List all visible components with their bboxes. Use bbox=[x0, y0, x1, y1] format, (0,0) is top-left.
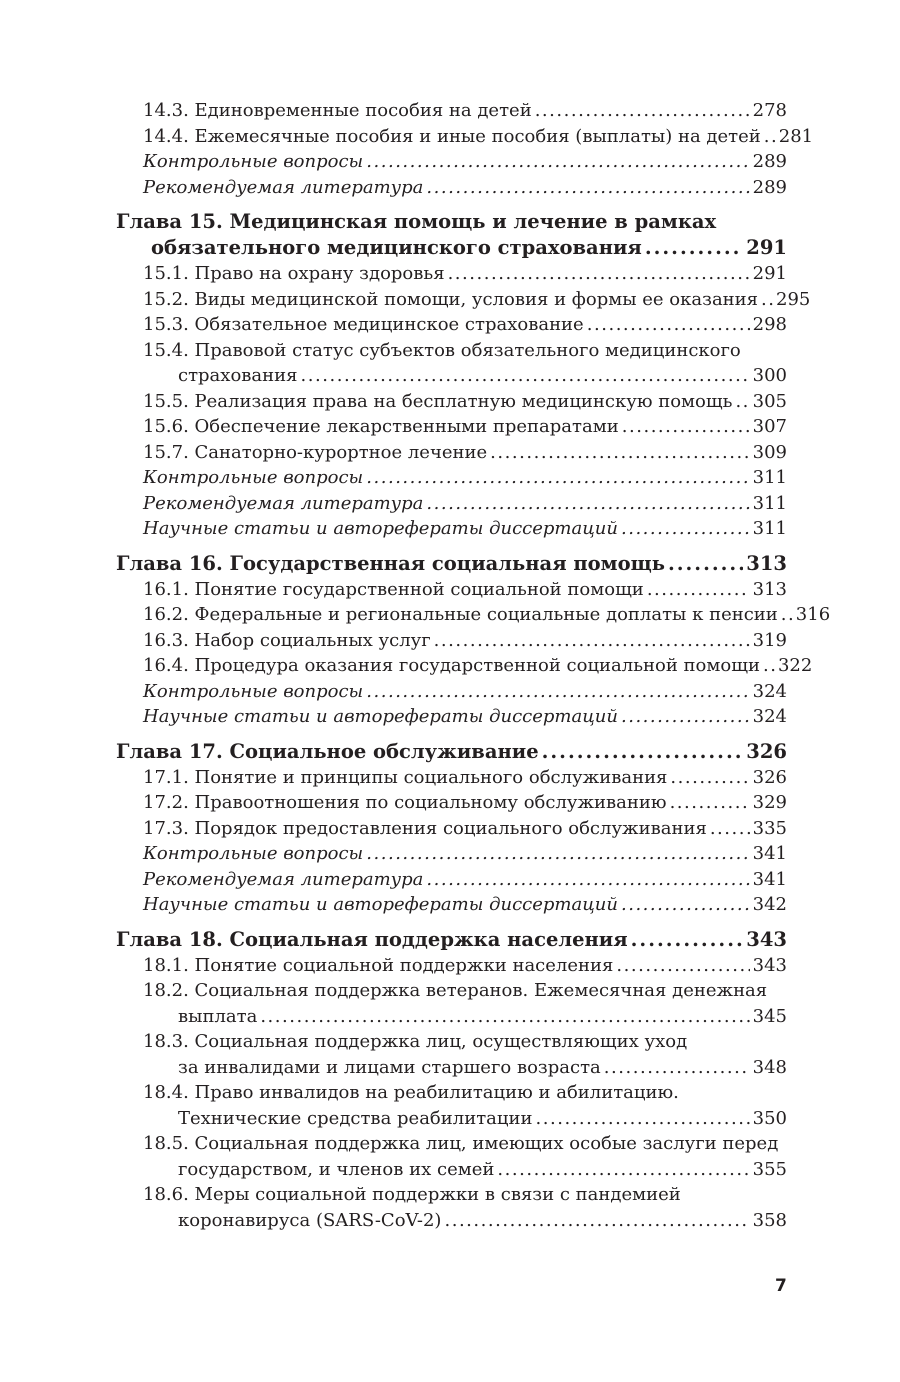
toc-entry-page-number: 358 bbox=[752, 1209, 787, 1231]
toc-entry-leader-line bbox=[143, 287, 811, 313]
toc-entry-page-number: 326 bbox=[746, 739, 787, 763]
toc-entry-page-number: 350 bbox=[752, 1107, 787, 1129]
toc-entry-leader-line bbox=[116, 927, 787, 953]
toc-section-entry[interactable] bbox=[116, 414, 787, 440]
toc-entry-title: обязательного медицинского страхования bbox=[151, 236, 642, 259]
toc-entry-page-number: 342 bbox=[752, 894, 787, 915]
table-of-contents bbox=[116, 98, 831, 1233]
toc-section-entry[interactable] bbox=[116, 1131, 787, 1182]
toc-section-entry[interactable] bbox=[116, 389, 787, 415]
toc-section-entry[interactable] bbox=[116, 704, 787, 730]
toc-entry-page-number: 295 bbox=[776, 288, 811, 310]
toc-entry-leader-line bbox=[143, 765, 787, 791]
toc-entry-title: 15.6. Обеспечение лекарственными препаратами bbox=[143, 416, 619, 437]
toc-entry-page-number: 329 bbox=[752, 792, 787, 813]
toc-section-entry[interactable] bbox=[116, 98, 787, 124]
toc-entry-title: 18.1. Понятие социальной поддержки населения bbox=[143, 954, 614, 976]
toc-entry-page-number: 311 bbox=[752, 492, 787, 514]
toc-entry-page-number: 300 bbox=[752, 365, 787, 386]
toc-entry-title-first-line: Глава 15. Медицинская помощь и лечение в рамках bbox=[116, 210, 717, 233]
toc-section-entry[interactable] bbox=[116, 440, 787, 466]
toc-entry-leader-line bbox=[143, 653, 813, 679]
toc-entry-page-number: 343 bbox=[746, 927, 787, 951]
toc-entry-title: 16.2. Федеральные и региональные социальные доплаты к пенсии bbox=[143, 604, 778, 625]
toc-entry-leader-line bbox=[143, 679, 787, 705]
toc-entry-title: Контрольные вопросы bbox=[143, 151, 364, 172]
toc-entry-page-number: 313 bbox=[746, 551, 787, 575]
toc-entry-leader-line bbox=[143, 440, 787, 466]
dot-leader bbox=[668, 551, 743, 577]
toc-entry-page-number: 311 bbox=[752, 518, 787, 539]
toc-entry-page-number: 298 bbox=[752, 314, 787, 335]
toc-entry-title: 15.7. Санаторно-курортное лечение bbox=[143, 441, 488, 463]
dot-leader bbox=[260, 1004, 749, 1030]
toc-section-entry[interactable] bbox=[116, 149, 787, 175]
toc-entry-leader-line bbox=[143, 98, 787, 124]
page-number: 7 bbox=[775, 1276, 787, 1296]
toc-section-entry[interactable] bbox=[116, 1029, 787, 1080]
toc-entry-leader-line bbox=[143, 149, 787, 175]
toc-entry-title-first-line: 18.5. Социальная поддержка лиц, имеющих особые заслуги перед bbox=[143, 1133, 779, 1154]
toc-entry-title-first-line: 15.4. Правовой статус субъектов обязательного медицинского bbox=[143, 339, 741, 361]
dot-leader bbox=[645, 235, 743, 261]
toc-entry-title-first-line: 18.4. Право инвалидов на реабилитацию и абилитацию. bbox=[143, 1082, 679, 1103]
toc-entry-page-number: 291 bbox=[752, 263, 787, 284]
toc-entry-leader-line bbox=[143, 389, 787, 415]
dot-leader bbox=[497, 1157, 749, 1183]
toc-entry-leader-line bbox=[143, 1157, 787, 1183]
toc-section-entry[interactable] bbox=[116, 978, 787, 1029]
toc-entry-title-first-line: 18.3. Социальная поддержка лиц, осуществляющих уход bbox=[143, 1031, 688, 1052]
toc-entry-leader-line bbox=[143, 1004, 787, 1030]
toc-entry-page-number: 307 bbox=[752, 416, 787, 437]
toc-section-entry[interactable] bbox=[116, 124, 814, 150]
toc-entry-title-first-line: 18.2. Социальная поддержка ветеранов. Ежемесячная денежная bbox=[143, 980, 768, 1001]
toc-entry-leader-line bbox=[143, 577, 787, 603]
dot-leader bbox=[535, 98, 750, 124]
dot-leader bbox=[604, 1055, 750, 1081]
toc-section-entry[interactable] bbox=[116, 1080, 787, 1131]
dot-leader bbox=[670, 765, 749, 791]
dot-leader bbox=[301, 363, 750, 389]
dot-leader bbox=[366, 465, 749, 491]
toc-entry-page-number: 335 bbox=[752, 817, 787, 839]
toc-entry-page-number: 311 bbox=[752, 467, 787, 488]
toc-section-entry[interactable] bbox=[116, 841, 787, 867]
toc-entry-title: страхования bbox=[178, 365, 298, 386]
dot-leader bbox=[535, 1106, 749, 1132]
toc-entry-title: 15.5. Реализация права на бесплатную медицинскую помощь bbox=[143, 390, 733, 412]
toc-entry-leader-line bbox=[143, 816, 787, 842]
toc-entry-leader-line bbox=[116, 551, 787, 577]
toc-entry-title: Рекомендуемая литература bbox=[143, 868, 424, 890]
dot-leader bbox=[434, 628, 750, 654]
dot-leader bbox=[542, 739, 744, 765]
toc-entry-page-number: 345 bbox=[752, 1005, 787, 1027]
toc-section-entry[interactable] bbox=[116, 338, 787, 389]
toc-entry-page-number: 324 bbox=[752, 680, 787, 702]
toc-section-entry[interactable] bbox=[116, 465, 787, 491]
toc-section-entry[interactable] bbox=[116, 312, 787, 338]
toc-entry-leader-line bbox=[143, 124, 814, 150]
toc-entry-leader-line bbox=[143, 312, 787, 338]
toc-entry-leader-line bbox=[143, 628, 787, 654]
toc-entry-leader-line bbox=[143, 363, 787, 389]
toc-entry-page-number: 289 bbox=[752, 151, 787, 172]
toc-entry-leader-line bbox=[143, 841, 787, 867]
dot-leader bbox=[366, 149, 749, 175]
toc-entry-title: 15.1. Право на охрану здоровья bbox=[143, 263, 445, 284]
dot-leader bbox=[587, 312, 750, 338]
toc-entry-page-number: 341 bbox=[752, 868, 787, 890]
toc-entry-title: Глава 16. Государственная социальная помощь bbox=[116, 551, 665, 575]
dot-leader bbox=[764, 124, 776, 150]
dot-leader bbox=[426, 175, 749, 201]
toc-entry-title: государством, и членов их семей bbox=[178, 1158, 495, 1180]
dot-leader bbox=[622, 414, 750, 440]
toc-section-entry[interactable] bbox=[116, 491, 787, 517]
toc-entry-title: за инвалидами и лицами старшего возраста bbox=[178, 1056, 601, 1078]
dot-leader bbox=[710, 816, 750, 842]
toc-entry-title: 14.4. Ежемесячные пособия и иные пособия (выплаты) на детей bbox=[143, 125, 761, 147]
toc-entry-title: 17.3. Порядок предоставления социального обслуживания bbox=[143, 817, 707, 839]
toc-entry-title: 15.2. Виды медицинской помощи, условия и формы ее оказания bbox=[143, 288, 759, 310]
toc-entry-title: Рекомендуемая литература bbox=[143, 492, 424, 514]
toc-section-entry[interactable] bbox=[116, 953, 787, 979]
toc-entry-page-number: 343 bbox=[752, 954, 787, 976]
toc-section-entry[interactable] bbox=[116, 577, 787, 603]
toc-entry-page-number: 326 bbox=[752, 766, 787, 788]
toc-entry-title: 17.1. Понятие и принципы социального обслуживания bbox=[143, 766, 668, 788]
toc-entry-page-number: 319 bbox=[752, 629, 787, 651]
toc-chapter-entry[interactable] bbox=[116, 927, 787, 953]
toc-entry-page-number: 305 bbox=[752, 390, 787, 412]
toc-section-entry[interactable] bbox=[116, 679, 787, 705]
toc-entry-page-number: 316 bbox=[795, 604, 831, 625]
toc-entry-title: Контрольные вопросы bbox=[143, 843, 364, 864]
toc-entry-page-number: 322 bbox=[777, 655, 813, 676]
toc-entry-page-number: 291 bbox=[746, 236, 787, 259]
toc-entry-leader-line bbox=[143, 1055, 787, 1081]
dot-leader bbox=[426, 867, 749, 893]
toc-section-entry[interactable] bbox=[116, 628, 787, 654]
dot-leader bbox=[761, 287, 773, 313]
toc-entry-page-number: 281 bbox=[778, 125, 814, 147]
toc-entry-leader-line bbox=[143, 790, 787, 816]
toc-entry-page-number: 309 bbox=[752, 441, 787, 463]
toc-entry-leader-line bbox=[143, 892, 787, 918]
toc-entry-leader-line bbox=[143, 953, 787, 979]
dot-leader bbox=[781, 602, 793, 628]
toc-section-entry[interactable] bbox=[116, 892, 787, 918]
toc-entry-title: Контрольные вопросы bbox=[143, 680, 364, 702]
toc-entry-leader-line bbox=[143, 414, 787, 440]
toc-entry-page-number: 289 bbox=[752, 176, 787, 198]
toc-entry-title: Контрольные вопросы bbox=[143, 467, 364, 488]
dot-leader bbox=[621, 704, 750, 730]
toc-entry-leader-line bbox=[143, 867, 787, 893]
toc-entry-title: Научные статьи и авторефераты диссертаций bbox=[143, 706, 618, 727]
toc-entry-title: 15.3. Обязательное медицинское страхование bbox=[143, 314, 584, 335]
toc-entry-leader-line bbox=[143, 704, 787, 730]
toc-entry-leader-line bbox=[143, 516, 787, 542]
toc-entry-title: Научные статьи и авторефераты диссертаций bbox=[143, 894, 618, 915]
toc-entry-title: 17.2. Правоотношения по социальному обслуживанию bbox=[143, 792, 667, 813]
toc-entry-leader-line bbox=[143, 1208, 787, 1234]
chapter-gap bbox=[116, 200, 787, 209]
dot-leader bbox=[366, 841, 749, 867]
toc-entry-leader-line bbox=[143, 465, 787, 491]
toc-section-entry[interactable] bbox=[116, 602, 831, 628]
toc-section-entry[interactable] bbox=[116, 287, 811, 313]
dot-leader bbox=[670, 790, 750, 816]
toc-entry-page-number: 324 bbox=[752, 706, 787, 727]
toc-entry-leader-line bbox=[143, 175, 787, 201]
dot-leader bbox=[490, 440, 749, 466]
dot-leader bbox=[448, 261, 750, 287]
dot-leader bbox=[621, 892, 750, 918]
toc-section-entry[interactable] bbox=[116, 790, 787, 816]
toc-entry-title: Глава 17. Социальное обслуживание bbox=[116, 739, 539, 763]
toc-entry-title: выплата bbox=[178, 1005, 258, 1027]
toc-chapter-entry[interactable] bbox=[116, 551, 787, 577]
dot-leader bbox=[444, 1208, 749, 1234]
toc-section-entry[interactable] bbox=[116, 175, 787, 201]
toc-entry-leader-line bbox=[116, 235, 787, 261]
toc-entry-leader-line bbox=[116, 739, 787, 765]
toc-entry-title: Технические средства реабилитации bbox=[178, 1107, 533, 1129]
toc-entry-page-number: 341 bbox=[752, 843, 787, 864]
toc-entry-title: Рекомендуемая литература bbox=[143, 176, 424, 198]
toc-entry-title: Глава 18. Социальная поддержка населения bbox=[116, 927, 628, 951]
toc-entry-page-number: 355 bbox=[752, 1158, 787, 1180]
toc-entry-title: Научные статьи и авторефераты диссертаций bbox=[143, 518, 618, 539]
dot-leader bbox=[366, 679, 749, 705]
toc-entry-title-first-line: 18.6. Меры социальной поддержки в связи с пандемией bbox=[143, 1184, 681, 1205]
toc-section-entry[interactable] bbox=[116, 816, 787, 842]
toc-entry-leader-line bbox=[143, 261, 787, 287]
chapter-gap bbox=[116, 542, 787, 551]
dot-leader bbox=[763, 653, 775, 679]
toc-chapter-entry[interactable] bbox=[116, 739, 787, 765]
toc-section-entry[interactable] bbox=[116, 1182, 787, 1233]
toc-entry-page-number: 313 bbox=[752, 578, 787, 600]
toc-entry-title: 14.3. Единовременные пособия на детей bbox=[143, 100, 532, 121]
dot-leader bbox=[631, 927, 744, 953]
toc-entry-page-number: 278 bbox=[752, 100, 787, 121]
toc-entry-title: коронавируса (SARS-CoV-2) bbox=[178, 1209, 442, 1231]
dot-leader bbox=[621, 516, 750, 542]
toc-entry-page-number: 348 bbox=[752, 1056, 787, 1078]
dot-leader bbox=[426, 491, 749, 517]
toc-section-entry[interactable] bbox=[116, 653, 813, 679]
dot-leader bbox=[647, 577, 750, 603]
chapter-gap bbox=[116, 918, 787, 927]
dot-leader bbox=[616, 953, 749, 979]
toc-entry-title: 16.1. Понятие государственной социальной помощи bbox=[143, 578, 644, 600]
toc-chapter-entry[interactable] bbox=[116, 209, 787, 261]
toc-entry-title: 16.4. Процедура оказания государственной социальной помощи bbox=[143, 655, 760, 676]
toc-section-entry[interactable] bbox=[116, 516, 787, 542]
toc-entry-leader-line bbox=[143, 491, 787, 517]
toc-section-entry[interactable] bbox=[116, 867, 787, 893]
toc-entry-leader-line bbox=[143, 1106, 787, 1132]
toc-entry-leader-line bbox=[143, 602, 831, 628]
chapter-gap bbox=[116, 730, 787, 739]
toc-section-entry[interactable] bbox=[116, 765, 787, 791]
toc-entry-title: 16.3. Набор социальных услуг bbox=[143, 629, 431, 651]
dot-leader bbox=[735, 389, 749, 415]
toc-section-entry[interactable] bbox=[116, 261, 787, 287]
